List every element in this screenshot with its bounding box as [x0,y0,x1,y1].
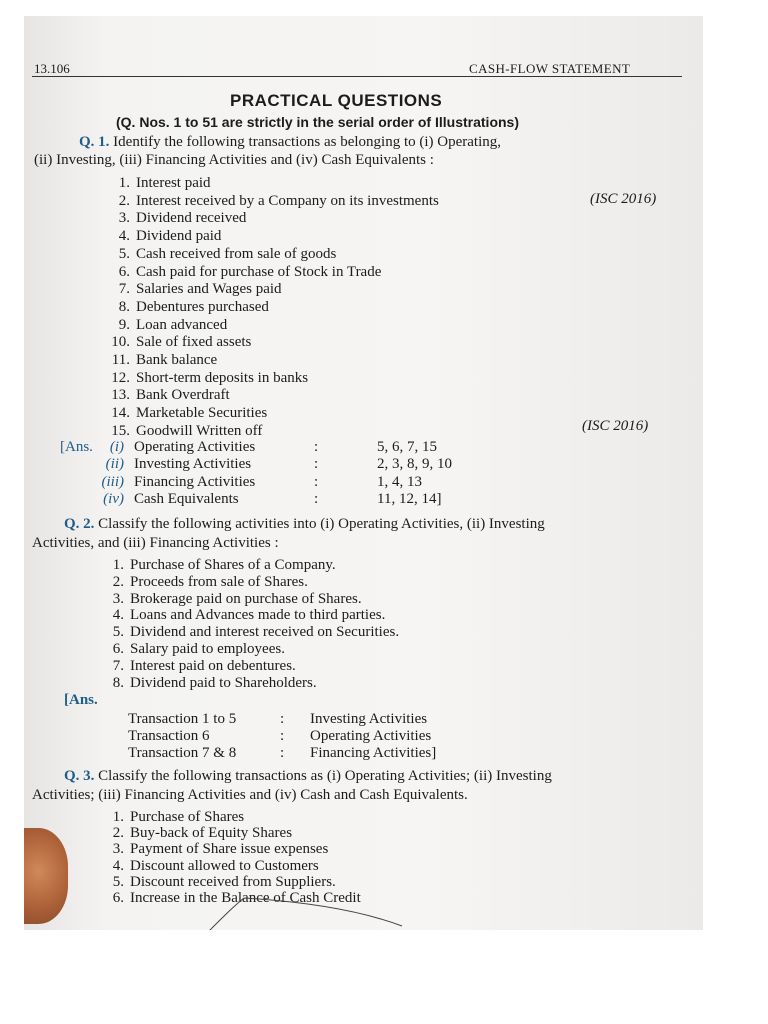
item-text: Salaries and Wages paid [136,281,282,298]
item-text: Discount received from Suppliers. [130,873,336,890]
item-text: Goodwill Written off [136,422,263,439]
book-page-photo [24,16,703,930]
item-number: 2. [118,192,130,209]
answer-colon: : [314,456,319,473]
item-text: Brokerage paid on purchase of Shares. [130,590,362,607]
item-text: Buy-back of Equity Shares [130,825,293,842]
item-text: Dividend paid to Shareholders. [130,674,317,691]
page-number: 13.106 [34,61,70,76]
question-label: Q. 2. [64,516,95,532]
answer-numbers: 2, 3, 8, 9, 10 [377,456,452,473]
item-text: Short-term deposits in banks [136,369,309,386]
answer-colon: : [314,490,319,507]
answer-numbers: 5, 6, 7, 15 [377,439,437,455]
list-item [100,675,317,692]
list-item [100,809,244,826]
question-3-intro-cont: Activities; (iii) Financing Activities and (iv) Cash and Cash Equivalents. [32,787,468,803]
list-item [100,574,308,591]
item-number: 7. [112,657,124,674]
list-item [100,858,319,875]
thumb [24,828,68,924]
list-item [100,624,399,641]
list-item [106,317,227,334]
question-text: Classify the following transactions as (i) Operating Activities; (ii) Investing [98,768,552,784]
item-number: 15. [111,422,130,439]
item-text: Cash paid for purchase of Stock in Trade [136,263,382,280]
list-item [106,299,269,316]
item-number: 5. [112,873,124,890]
item-text: Dividend received [136,210,247,227]
question-2-intro [64,516,545,533]
item-number: 2. [112,825,124,842]
item-number: 4. [118,228,130,245]
question-text: Identify the following transactions as belonging to (i) Operating, [113,134,501,150]
item-number: 1. [118,175,130,191]
list-item [106,193,439,210]
answer-roman: (iii) [101,473,124,490]
item-text: Bank Overdraft [136,387,230,404]
item-text: Purchase of Shares [130,809,245,825]
list-item [106,246,336,263]
section-title: PRACTICAL QUESTIONS [230,91,443,110]
answer-colon: : [314,473,319,490]
answer-roman: (i) [109,439,124,455]
item-text: Interest paid on debentures. [130,657,296,674]
answer-activity: Operating Activities [134,439,256,455]
list-item [106,228,221,245]
list-item [106,387,230,404]
item-text: Salary paid to employees. [130,641,285,657]
answer-transactions: Transaction 6 [128,727,210,744]
answer-transactions: Transaction 7 & 8 [128,744,237,761]
list-item [106,352,217,369]
header-rule [32,76,682,77]
item-number: 4. [112,857,124,874]
item-text: Increase in the Balance of Cash Credit [130,890,361,906]
item-number: 7. [118,281,130,298]
answer-activity: Financing Activities] [310,744,437,761]
item-text: Debentures purchased [136,298,269,315]
list-item [106,175,211,192]
question-1-intro-cont: (ii) Investing, (iii) Financing Activities and (iv) Cash Equivalents : [34,152,434,168]
page [24,16,703,930]
item-number: 3. [112,841,124,858]
question-label: Q. 3. [64,768,95,784]
item-number: 5. [112,624,124,641]
list-item [100,591,362,608]
item-text: Bank balance [136,352,218,368]
item-number: 13. [111,387,130,404]
item-number: 11. [111,352,130,368]
answer-roman: (iv) [103,490,124,507]
answer-activity: Operating Activities [310,727,432,744]
list-item [106,210,246,227]
item-number: 1. [112,809,124,825]
item-text: Purchase of Shares of a Company. [130,557,336,573]
question-label: Q. 1. [79,134,110,150]
section-subtitle: (Q. Nos. 1 to 51 are strictly in the serial order of Illustrations) [116,114,519,130]
question-2-intro-cont: Activities, and (iii) Financing Activities : [32,535,279,551]
item-number: 6. [112,890,124,906]
answer-activity: Financing Activities [134,473,256,490]
item-text: Proceeds from sale of Shares. [130,573,308,590]
answer-colon: : [314,439,319,455]
answer-roman: (ii) [105,456,124,473]
question-text: Classify the following activities into (i) Operating Activities, (ii) Investing [98,516,545,532]
item-number: 5. [118,245,130,262]
item-number: 9. [118,316,130,333]
item-text: Loan advanced [136,316,228,333]
item-text: Loans and Advances made to third parties. [130,607,386,624]
answer-colon: : [280,744,285,761]
list-item [106,370,308,387]
item-number: 12. [111,369,130,386]
list-item [100,874,336,891]
item-number: 14. [111,405,130,422]
question-3-intro [64,768,552,785]
list-item [100,641,285,658]
item-number: 10. [111,334,130,351]
item-number: 8. [118,298,130,315]
list-item [100,825,292,842]
pen-mark [204,896,404,930]
list-item [100,557,336,574]
answer-colon: : [280,727,285,744]
answer-activity: Investing Activities [134,456,252,473]
item-number: 8. [112,674,124,691]
item-number: 3. [118,210,130,227]
item-number: 3. [112,590,124,607]
list-item [100,607,385,624]
item-text: Interest paid [136,175,211,191]
item-number: 6. [112,641,124,657]
exam-citation: (ISC 2016) [582,418,649,434]
answer-numbers: 1, 4, 13 [377,473,422,490]
item-number: 4. [112,607,124,624]
answer-transactions: Transaction 1 to 5 [128,711,237,727]
exam-citation: (ISC 2016) [590,191,657,207]
list-item [106,423,262,440]
list-item [106,281,282,298]
list-item [100,658,296,675]
item-number: 6. [118,263,130,280]
list-item [106,264,381,281]
answer-activity: Cash Equivalents [134,490,239,507]
answer-numbers: 11, 12, 14] [377,490,442,507]
item-text: Dividend and interest received on Securities. [130,624,400,641]
chapter-heading: CASH-FLOW STATEMENT [469,61,631,76]
item-number: 2. [112,573,124,590]
item-text: Interest received by a Company on its investments [136,192,439,209]
list-item [100,841,328,858]
item-text: Payment of Share issue expenses [130,841,329,858]
item-text: Sale of fixed assets [136,334,252,351]
list-item [106,405,267,422]
item-text: Cash received from sale of goods [136,245,337,262]
answer-colon: : [280,711,285,727]
item-text: Dividend paid [136,228,222,245]
item-text: Marketable Securities [136,405,268,422]
answer-activity: Investing Activities [310,711,428,727]
question-1-intro [79,134,501,151]
answer-label: [Ans. [60,439,93,455]
list-item [106,334,251,351]
item-number: 1. [112,557,124,573]
answer-label: [Ans. [64,692,98,708]
item-text: Discount allowed to Customers [130,857,319,874]
